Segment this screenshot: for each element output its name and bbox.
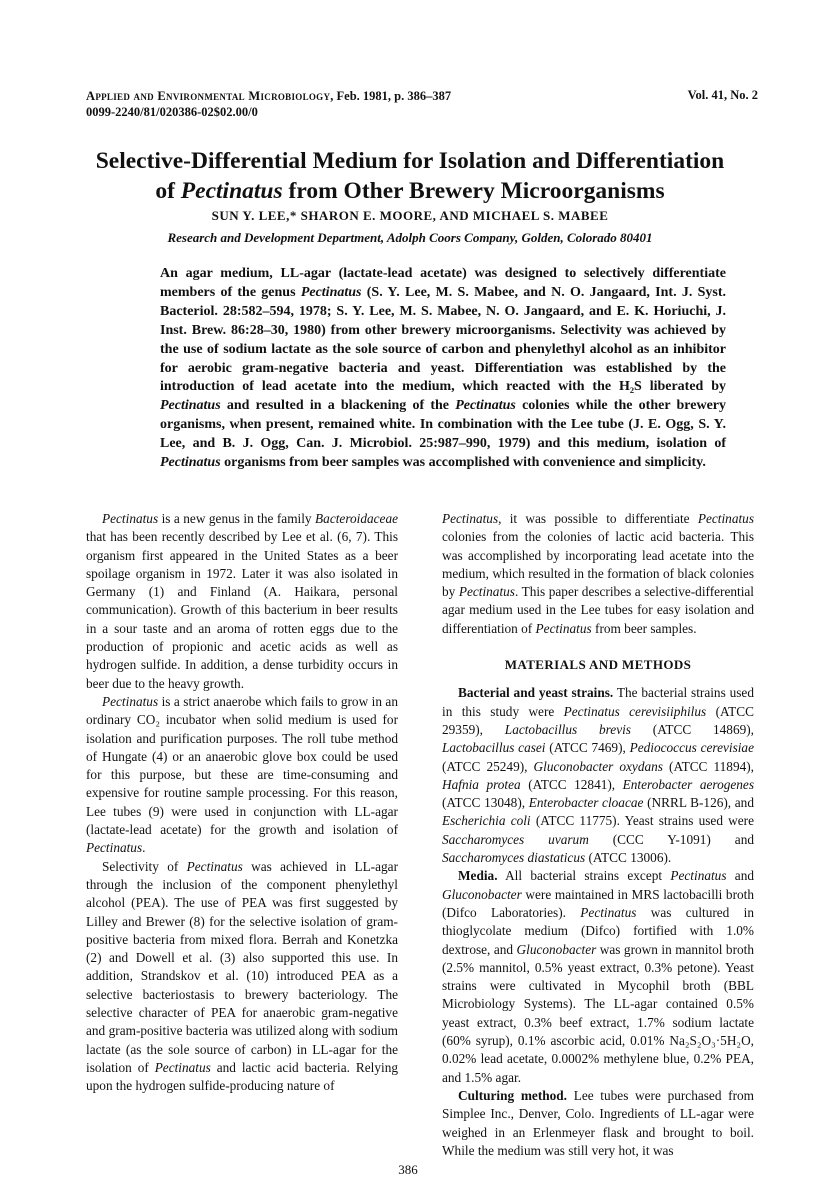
intro-paragraph-2: Pectinatus is a strict anaerobe which fails to grow in an ordinary CO₂ incubator when solid medium is used for isolation and purification purposes. The roll tube method of Hungate (4) or an anaerobic glove box could be used for this purpose, but these are time-consuming and expensive for routine sample processing. For this reason, Lee tubes (9) were used in conjunction with LL-agar (lactate-lead acetate) for the growth and isolation of Pectinatus. — [86, 693, 398, 856]
strains-paragraph: Bacterial and yeast strains. The bacterial strains used in this study were Pectinatus cerevisiiphilus (ATCC 29359), Lactobacillus brevis (ATCC 14869), Lactobacillus casei (ATCC 7469), Pediococcus cerevisiae (ATCC 25249), Gluconobacter oxydans (ATCC 11894), Hafnia protea (ATCC 12841), Enterobacter aerogenes (ATCC 13048), Enterobacter cloacae (NRRL B-126), and Escherichia coli (ATCC 11775). Yeast strains used were Saccharomyces uvarum (CCC Y-1091) and Saccharomyces diastaticus (ATCC 13006). — [442, 685, 754, 866]
volume-info: Vol. 41, No. 2 — [687, 88, 758, 102]
issue-info: , Feb. 1981, p. 386–387 — [330, 89, 452, 103]
title-genus: Pectinatus — [180, 178, 283, 204]
affiliation: Research and Development Department, Adolph Coors Company, Golden, Colorado 80401 — [167, 230, 653, 245]
left-column — [86, 510, 398, 1096]
running-header — [86, 88, 451, 120]
title-suffix: from Other Brewery Microorganisms — [282, 178, 665, 204]
article-code: 0099-2240/81/020386-02$02.00/0 — [86, 105, 258, 119]
article-title — [60, 146, 760, 206]
intro-paragraph-3: Selectivity of Pectinatus was achieved in LL-agar through the inclusion of the component phenylethyl alcohol (PEA). The use of PEA was first suggested by Lilley and Brewer (8) for the selective isolation of gram-positive bacteria from mixed flora. Berrah and Konetzka (2) and Dowell et al. (3) also supported this use. In addition, Strandskov et al. (10) introduced PEA as a selective bacteriostasis to brewery bacteriology. The selective character of PEA for anaerobic gram-negative and gram-positive bacteria was utilized along with sodium lactate (as the sole source of carbon) in LL-agar for the isolation of Pectinatus and lactic acid bacteria. Relying upon the hydrogen sulfide-producing nature of — [86, 858, 398, 1094]
title-line-1: Selective-Differential Medium for Isolation and Differentiation — [95, 148, 725, 174]
right-column — [442, 510, 754, 1160]
author-list: SUN Y. LEE,* SHARON E. MOORE, AND MICHAEL S. MABEE — [211, 208, 609, 223]
section-heading: MATERIALS AND METHODS — [504, 657, 692, 673]
title-prefix: of — [155, 178, 181, 204]
culturing-paragraph: Culturing method. Lee tubes were purchased from Simplee Inc., Denver, Colo. Ingredients of LL-agar were weighed in an Erlenmeyer flask and brought to boil. While the medium was still very hot, it was — [442, 1087, 754, 1158]
journal-name: Applied and Environmental Microbiology — [86, 89, 331, 103]
intro-paragraph-continued: Pectinatus, it was possible to differentiate Pectinatus colonies from the colonies of lactic acid bacteria. This was accomplished by incorporating lead acetate into the medium, which resulted in the formation of black colonies by Pectinatus. This paper describes a selective-differential agar medium used in the Lee tubes for easy isolation and differentiation of Pectinatus from beer samples. — [442, 511, 754, 636]
intro-paragraph-1: Pectinatus is a new genus in the family Bacteroidaceae that has been recently described by Lee et al. (6, 7). This organism first appeared in the United States as a beer spoilage organism in 1972. Later it was also isolated in Germany (1) and Finland (A. Haikara, personal communication). Growth of this bacterium in beer results in a sour taste and an aroma of rotten eggs due to the production of propionic and acetic acids as well as hydrogen sulfide. In addition, a dense turbidity occurs in beer due to the heavy growth. — [86, 511, 398, 691]
page-number: 386 — [398, 1162, 418, 1177]
media-paragraph: Media. All bacterial strains except Pectinatus and Gluconobacter were maintained in MRS lactobacilli broth (Difco Laboratories). Pectinatus was cultured in thioglycolate medium (Difco) fortified with 1.0% dextrose, and Gluconobacter was grown in mannitol broth (2.5% mannitol, 0.5% yeast extract, 0.3% petone). Yeast strains were cultivated in Mycophil broth (BBL Microbiology Systems). The LL-agar contained 0.5% yeast extract, 0.3% beef extract, 1.7% sodium lactate (60% syrup), 0.1% ascorbic acid, 0.01% Na₂S₂O₃·5H₂O, 0.02% lead acetate, 0.0002% methylene blue, 0.2% PEA, and 1.5% agar. — [442, 868, 755, 1085]
title-line-2 — [60, 176, 760, 206]
abstract: An agar medium, LL-agar (lactate-lead acetate) was designed to selectively differentiate members of the genus Pectinatus (S. Y. Lee, M. S. Mabee, and N. O. Jangaard, Int. J. Syst. Bacteriol. 28:582–594, 1978; S. Y. Lee, M. S. Mabee, N. O. Jangaard, and E. K. Horiuchi, J. Inst. Brew. 86:28–30, 1980) from other brewery microorganisms. Selectivity was achieved by the use of sodium lactate as the sole source of carbon and phenylethyl alcohol as an inhibitor for aerobic gram-negative bacteria and yeast. Differentiation was established by the introduction of lead acetate into the medium, which reacted with the H₂S liberated by Pectinatus and resulted in a blackening of the Pectinatus colonies while the other brewery organisms, when present, remained white. In combination with the Lee tube (J. E. Ogg, S. Y. Lee, and B. J. Ogg, Can. J. Microbiol. 25:987–990, 1979) and this medium, isolation of Pectinatus organisms from beer samples was accomplished with convenience and simplicity. — [160, 266, 727, 471]
